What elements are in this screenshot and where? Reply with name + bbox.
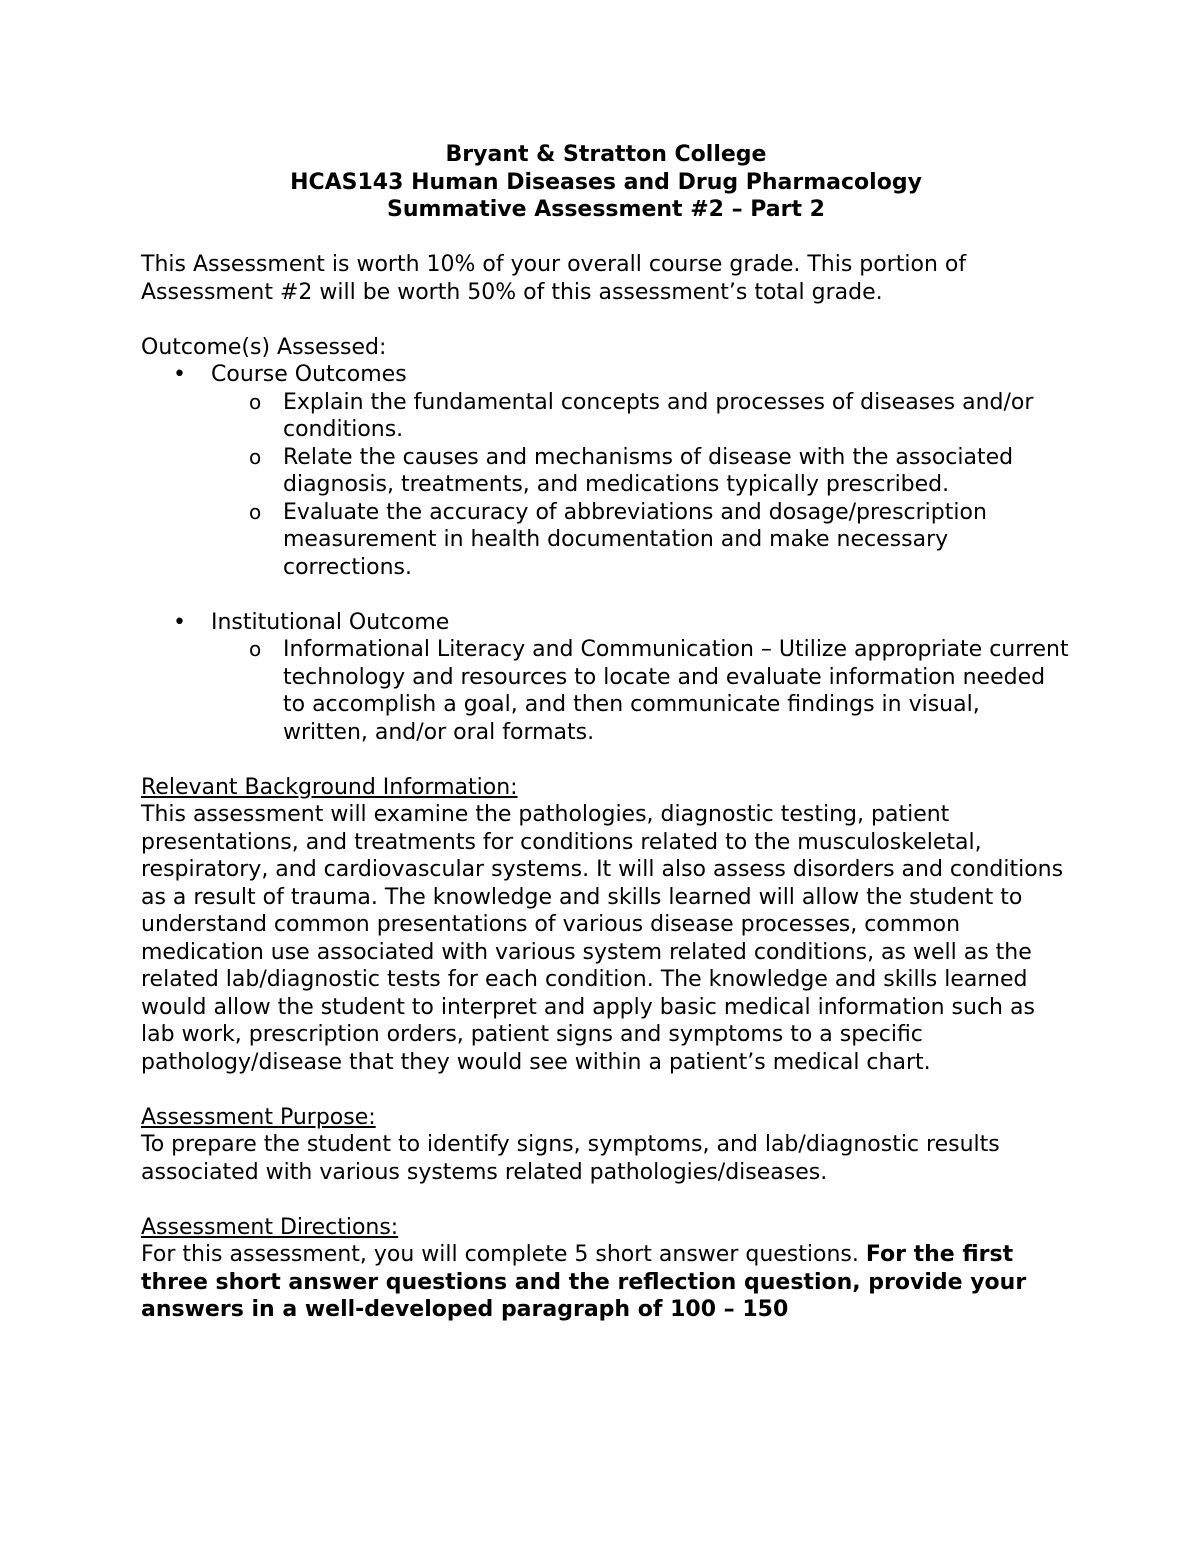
list-item	[141, 361, 1071, 389]
list-item	[141, 636, 1071, 746]
list-item	[141, 389, 1071, 444]
background-heading: Relevant Background Information:	[141, 774, 518, 800]
sub-bullet-icon: o	[249, 389, 262, 414]
sub-bullet-icon: o	[249, 499, 262, 524]
outcomes-heading: Outcome(s) Assessed:	[141, 334, 387, 360]
list-item	[141, 609, 1071, 637]
background-paragraph: This assessment will examine the pathologies, diagnostic testing, patient presentations, and treatments for conditions related to the musculoskeletal, respiratory, and cardiovascular systems. It will also assess disorders and conditions as a result of trauma. The knowledge and skills learned will allow the student to understand common presentations of various disease processes, common medication use associated with various system related conditions, as well as the related lab/diagnostic tests for each condition. The knowledge and skills learned would allow the student to interpret and apply basic medical information such as lab work, prescription orders, patient signs and symptoms to a specific pathology/disease that they would see within a patient’s medical chart.	[141, 802, 1064, 1075]
list-item	[141, 444, 1071, 499]
directions-text: For this assessment, you will complete 5 short answer questions.	[141, 1242, 866, 1267]
directions-heading: Assessment Directions:	[141, 1214, 399, 1240]
institutional-outcome-text: Informational Literacy and Communication – Utilize appropriate current technology and resources to locate and evaluate information needed to accomplish a goal, and then communicate findings in visual, written, and/or oral formats.	[283, 637, 1069, 745]
course-outcome-text: Explain the fundamental concepts and processes of diseases and/or conditions.	[283, 389, 1034, 442]
course-outcome-text: Evaluate the accuracy of abbreviations and dosage/prescription measurement in health documentation and make necessary corrections.	[283, 499, 987, 580]
directions-bold-text: For the first three short answer questions and the reflection question, provide your answers in a well-developed paragraph of 100 – 150	[141, 1242, 1027, 1322]
bullet-icon: •	[173, 609, 186, 635]
sub-bullet-icon: o	[249, 637, 262, 661]
list-item	[141, 499, 1071, 582]
bullet-icon: •	[173, 362, 186, 387]
purpose-heading: Assessment Purpose:	[141, 1104, 376, 1130]
course-title: HCAS143 Human Diseases and Drug Pharmacology	[290, 169, 922, 195]
intro-paragraph: This Assessment is worth 10% of your overall course grade. This portion of Assessment #2 will be worth 50% of this assessment’s total grade.	[141, 252, 967, 305]
assessment-title: Summative Assessment #2 – Part 2	[387, 197, 825, 222]
document-page	[141, 141, 1071, 1324]
course-outcome-text: Relate the causes and mechanisms of disease with the associated diagnosis, treatments, and medications typically prescribed.	[283, 444, 1014, 497]
course-outcomes-label: Course Outcomes	[211, 362, 407, 387]
directions-paragraph	[141, 1241, 1071, 1324]
purpose-paragraph: To prepare the student to identify signs, symptoms, and lab/diagnostic results associated with various systems related pathologies/diseases.	[141, 1132, 1000, 1185]
document-title-block	[141, 141, 1071, 224]
college-name: Bryant & Stratton College	[445, 142, 767, 167]
sub-bullet-icon: o	[249, 444, 262, 469]
institutional-outcome-label: Institutional Outcome	[211, 609, 450, 635]
